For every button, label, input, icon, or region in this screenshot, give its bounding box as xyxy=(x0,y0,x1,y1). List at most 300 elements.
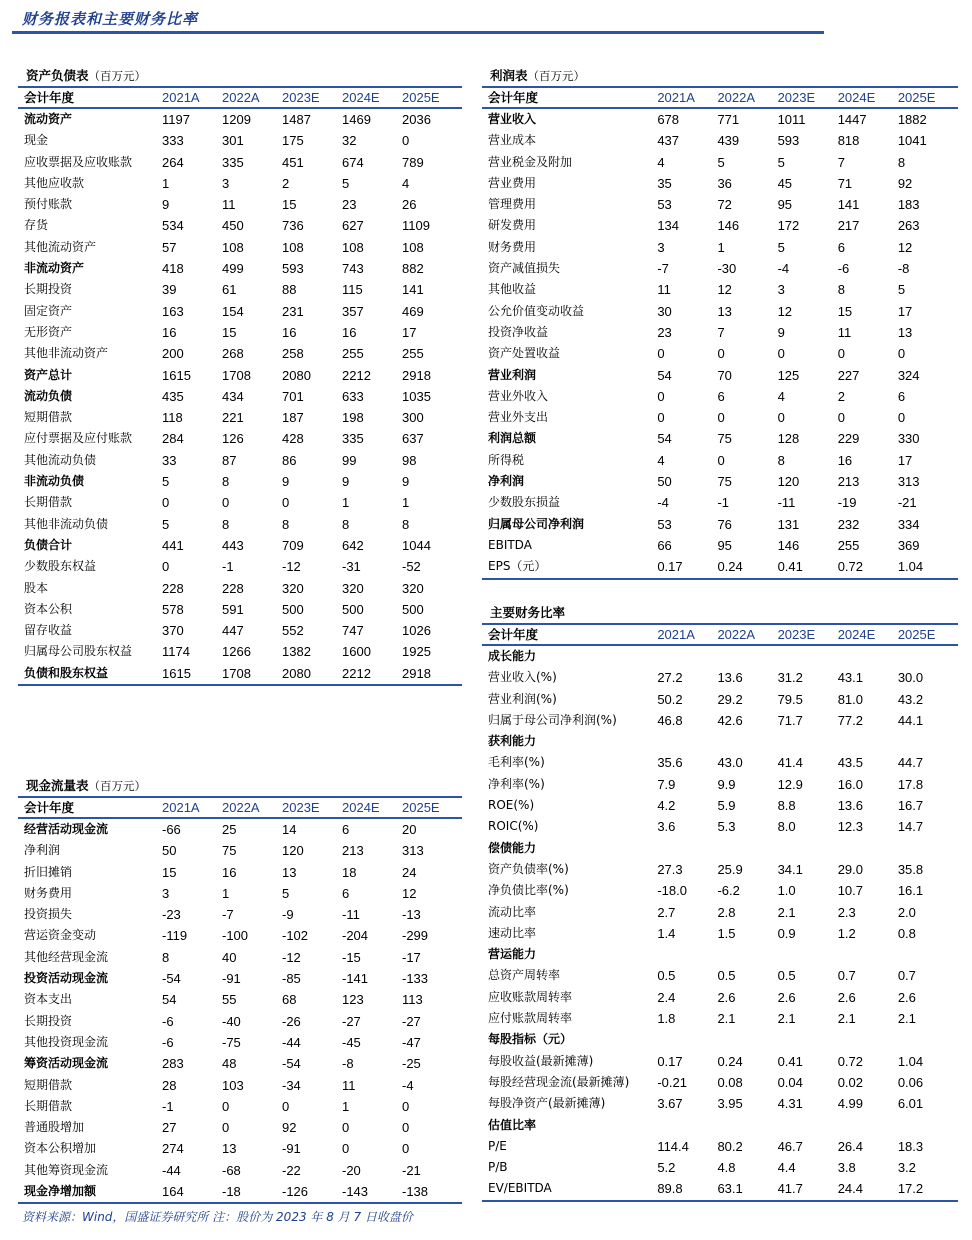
row-value: 36 xyxy=(717,175,732,191)
row-value: -6 xyxy=(162,1013,174,1029)
row-value: 1174 xyxy=(162,644,190,660)
row-label: 留存收益 xyxy=(24,623,73,638)
row-value: 134 xyxy=(657,218,680,234)
table-row xyxy=(482,752,958,773)
table-row xyxy=(482,1157,958,1178)
row-value: 14.7 xyxy=(897,819,924,835)
row-value: 3 xyxy=(777,282,785,298)
row-value: 86 xyxy=(282,452,297,468)
table-row xyxy=(18,279,462,300)
row-label: 预付账款 xyxy=(24,197,73,212)
row-value: 11 xyxy=(837,324,852,340)
table-row xyxy=(18,407,462,428)
row-value: 330 xyxy=(897,431,920,447)
row-label: 营业收入(%) xyxy=(488,670,557,685)
row-value: 0 xyxy=(777,346,785,362)
row-value: 0.04 xyxy=(777,1074,803,1090)
table-row xyxy=(18,947,462,968)
row-value: 45 xyxy=(777,175,793,191)
row-value: 0 xyxy=(402,133,410,149)
row-label: 股本 xyxy=(24,580,49,595)
row-value xyxy=(898,1115,958,1136)
row-value: 50 xyxy=(162,843,177,859)
header-label: 会计年度 xyxy=(18,87,162,108)
row-value: 578 xyxy=(162,601,184,617)
row-value: 1882 xyxy=(897,112,927,127)
row-value: 55 xyxy=(222,992,237,1008)
row-value: 437 xyxy=(657,133,680,149)
row-value xyxy=(657,645,717,667)
row-value: -6 xyxy=(837,261,850,277)
row-label: EV/EBITDA xyxy=(482,1178,657,1200)
row-value: 2.6 xyxy=(837,989,856,1005)
row-value: 469 xyxy=(402,303,424,319)
row-value xyxy=(657,1115,717,1136)
row-value: 16.7 xyxy=(897,798,924,814)
row-value: 120 xyxy=(282,843,304,859)
row-value: 198 xyxy=(342,410,364,426)
row-value: 20 xyxy=(402,822,417,837)
row-value: 43.0 xyxy=(717,755,743,771)
row-value: 30 xyxy=(657,303,672,319)
row-value: 118 xyxy=(162,410,183,426)
row-value: 7 xyxy=(837,154,845,170)
row-value: 747 xyxy=(342,623,364,639)
row-label: 营业利润 xyxy=(488,367,537,382)
row-value: 18.3 xyxy=(897,1138,924,1154)
row-value: 370 xyxy=(162,623,184,639)
table-row xyxy=(18,883,462,904)
row-value: 627 xyxy=(342,218,364,234)
row-label: 其他流动资产 xyxy=(24,239,97,254)
row-value: 25.9 xyxy=(717,861,743,877)
table-row xyxy=(482,194,958,215)
table-row xyxy=(482,130,958,151)
table-row xyxy=(18,904,462,925)
row-value xyxy=(898,645,958,667)
row-value: -6 xyxy=(162,1034,174,1050)
row-value: 228 xyxy=(222,580,244,596)
row-value: 12 xyxy=(897,239,913,255)
row-value: 95 xyxy=(777,197,793,213)
row-value: -4 xyxy=(777,261,790,277)
table-row xyxy=(18,1011,462,1032)
income-statement-table xyxy=(482,86,958,580)
row-value: 35 xyxy=(657,175,672,191)
table-row xyxy=(482,535,958,556)
table-row xyxy=(18,343,462,364)
ratios-title-text: 主要财务比率 xyxy=(490,605,566,620)
row-label: 净负债比率(%) xyxy=(488,883,569,898)
row-value: 71.7 xyxy=(777,712,803,728)
row-value: 0 xyxy=(402,1098,410,1114)
table-row xyxy=(18,386,462,407)
row-value: 1026 xyxy=(402,623,431,639)
row-value: 8 xyxy=(222,516,230,532)
source-note: 资料来源：Wind，国盛证券研究所 注：股价为 2023 年 8 月 7 日收盘价 xyxy=(22,1210,413,1224)
row-value: 1.5 xyxy=(717,925,736,941)
row-value: 0 xyxy=(402,1120,410,1136)
row-value: 313 xyxy=(402,843,424,859)
row-label: 成长能力 xyxy=(488,649,537,663)
row-value: 57 xyxy=(162,239,177,255)
row-value: 0.7 xyxy=(837,968,856,984)
row-value: 1 xyxy=(162,175,170,191)
row-label: ROIC(%) xyxy=(488,819,539,834)
row-value: 3 xyxy=(222,175,230,191)
row-label: 资产总计 xyxy=(24,367,73,382)
table-row xyxy=(482,1051,958,1072)
table-row xyxy=(482,514,958,535)
table-row xyxy=(18,514,462,535)
row-value: 48 xyxy=(222,1056,237,1072)
row-value: 39 xyxy=(162,282,177,298)
row-label: 营运资金变动 xyxy=(24,928,97,943)
row-label: 长期借款 xyxy=(24,1098,73,1113)
row-value xyxy=(717,1029,777,1050)
table-row xyxy=(482,1072,958,1093)
row-value: -22 xyxy=(282,1162,301,1178)
cash-flow-title-text: 现金流量表 xyxy=(26,778,89,793)
row-value xyxy=(717,1115,777,1136)
table-row xyxy=(482,859,958,880)
table-row xyxy=(18,173,462,194)
row-value: 23 xyxy=(657,324,672,340)
row-value: 335 xyxy=(222,154,244,170)
row-label: ROE(%) xyxy=(488,798,535,813)
table-row xyxy=(18,108,462,130)
row-value: -45 xyxy=(342,1034,361,1050)
row-label: 资本支出 xyxy=(24,992,73,1007)
row-value: 3.67 xyxy=(657,1096,683,1112)
row-value: 172 xyxy=(777,218,800,234)
row-value: 54 xyxy=(162,992,177,1008)
row-value: -4 xyxy=(402,1077,414,1093)
row-value: -52 xyxy=(402,559,421,575)
row-value: 46.8 xyxy=(657,712,683,728)
row-value: 5 xyxy=(162,516,170,532)
row-value: 5 xyxy=(777,154,785,170)
row-value: 534 xyxy=(162,218,184,234)
table-row xyxy=(18,989,462,1010)
row-value: 54 xyxy=(657,431,672,447)
row-value: 12.9 xyxy=(777,776,803,792)
row-value: 87 xyxy=(222,452,237,468)
row-value: -44 xyxy=(162,1162,181,1178)
row-value: 232 xyxy=(837,516,860,532)
row-value: 24.4 xyxy=(838,1178,898,1200)
row-value: 0 xyxy=(657,346,665,362)
row-value: 6 xyxy=(717,388,725,404)
table-row xyxy=(18,322,462,343)
row-value: -54 xyxy=(162,971,181,987)
row-value: 0 xyxy=(897,410,906,426)
table-row xyxy=(482,1115,958,1136)
row-value: -21 xyxy=(402,1162,421,1178)
row-value: 2918 xyxy=(402,367,431,383)
row-value: 6 xyxy=(837,239,845,255)
row-value: -100 xyxy=(222,928,249,944)
table-row xyxy=(18,840,462,861)
row-value: 2.7 xyxy=(657,904,676,920)
row-value: -91 xyxy=(222,971,241,987)
header-year: 2023E xyxy=(778,87,838,108)
table-row xyxy=(482,987,958,1008)
header-year: 2022A xyxy=(717,87,777,108)
row-value: 8 xyxy=(777,452,785,468)
row-value: 443 xyxy=(222,537,244,553)
row-value: 6 xyxy=(897,388,906,404)
row-value: -6.2 xyxy=(717,883,740,899)
row-value: -15 xyxy=(342,949,361,965)
row-value: 0.72 xyxy=(838,556,898,578)
row-value: 70 xyxy=(717,367,732,383)
row-value: -21 xyxy=(897,495,917,511)
row-label: 其他非流动资产 xyxy=(24,346,109,361)
row-label: 估值比率 xyxy=(488,1117,537,1132)
row-value: 4.8 xyxy=(717,1160,736,1176)
table-row xyxy=(482,556,958,578)
row-value: -20 xyxy=(342,1162,361,1178)
header-year: 2023E xyxy=(282,797,342,818)
row-value: 334 xyxy=(897,516,920,532)
row-value: 43.1 xyxy=(837,670,863,686)
row-value: 2.0 xyxy=(897,904,916,920)
row-value: 95 xyxy=(717,537,732,553)
row-value: 0.24 xyxy=(717,1053,743,1069)
row-value: 0 xyxy=(342,1120,350,1136)
header-year: 2025E xyxy=(898,87,958,108)
row-value: 108 xyxy=(402,239,424,255)
header-year: 2021A xyxy=(657,87,717,108)
table-row xyxy=(18,428,462,449)
row-value: 4 xyxy=(657,154,665,170)
row-value: 15 xyxy=(837,303,853,319)
row-value: 313 xyxy=(897,474,920,490)
row-value: 1.2 xyxy=(837,925,856,941)
row-value: 2.4 xyxy=(657,989,676,1005)
row-label: 净利润 xyxy=(488,474,525,489)
row-value: 0.5 xyxy=(717,968,736,984)
row-value: 113 xyxy=(402,992,423,1008)
row-value: 25 xyxy=(222,822,237,837)
row-value: 231 xyxy=(282,303,304,319)
row-value: 28 xyxy=(162,1077,177,1093)
row-value: 108 xyxy=(282,239,304,255)
page-title: 财务报表和主要财务比率 xyxy=(22,10,199,28)
row-value: 593 xyxy=(777,133,800,149)
row-value: 8 xyxy=(222,474,230,490)
row-value: 3.95 xyxy=(717,1096,743,1112)
row-value: 12 xyxy=(717,282,732,298)
row-value: 451 xyxy=(282,154,304,170)
row-value: 187 xyxy=(282,410,304,426)
table-row xyxy=(482,1178,958,1200)
row-value xyxy=(898,838,958,859)
row-value: 17.2 xyxy=(898,1178,958,1200)
row-value: 324 xyxy=(897,367,920,383)
row-value: 0 xyxy=(402,1141,410,1157)
table-row xyxy=(482,816,958,837)
table-row xyxy=(482,1093,958,1114)
row-value xyxy=(778,1115,838,1136)
row-value: 320 xyxy=(282,580,304,596)
row-label: 营业外支出 xyxy=(488,410,549,425)
row-value: 6 xyxy=(342,885,350,901)
row-value: 1469 xyxy=(342,112,371,127)
row-label: 营业成本 xyxy=(488,133,537,148)
row-value: 0 xyxy=(717,452,725,468)
row-value: 335 xyxy=(342,431,364,447)
table-row xyxy=(18,1181,462,1203)
row-value: 709 xyxy=(282,537,304,553)
row-label: 流动资产 xyxy=(24,112,73,126)
row-value: 255 xyxy=(837,537,860,553)
row-value: -13 xyxy=(402,907,421,923)
row-value: 0 xyxy=(222,1098,230,1114)
row-value: 53 xyxy=(657,516,672,532)
row-value: -17 xyxy=(402,949,421,965)
row-value: 0 xyxy=(657,388,665,404)
row-value: 2.6 xyxy=(897,989,916,1005)
row-value: 75 xyxy=(222,843,237,859)
row-value: 434 xyxy=(222,388,244,404)
row-value: -1 xyxy=(717,495,729,511)
row-value: 120 xyxy=(777,474,800,490)
row-value: 0 xyxy=(162,559,170,575)
table-row xyxy=(18,641,462,662)
row-value: 4.2 xyxy=(657,798,676,814)
row-value: 1041 xyxy=(897,133,927,149)
row-value: 126 xyxy=(222,431,244,447)
row-label: 利润总额 xyxy=(488,431,537,446)
row-value: 50.2 xyxy=(657,691,683,707)
row-value: 5 xyxy=(897,282,906,298)
table-row xyxy=(18,599,462,620)
table-row xyxy=(482,428,958,449)
header-year: 2021A xyxy=(657,624,717,645)
row-label: 长期借款 xyxy=(24,495,73,510)
row-label: 少数股东损益 xyxy=(488,495,561,510)
header-year: 2024E xyxy=(342,87,402,108)
row-label: 应付账款周转率 xyxy=(488,1011,573,1026)
row-value: 0.17 xyxy=(657,1053,683,1069)
row-value: 17 xyxy=(897,303,913,319)
row-value: 4 xyxy=(777,388,785,404)
row-value: 131 xyxy=(777,516,800,532)
row-value: 441 xyxy=(162,537,184,553)
row-value: 13 xyxy=(897,324,913,340)
table-row xyxy=(482,965,958,986)
row-value: 5 xyxy=(162,474,170,490)
row-value: 17 xyxy=(402,324,417,340)
row-value: 115 xyxy=(342,282,363,298)
row-value: 1.8 xyxy=(657,1011,676,1027)
row-label: 营业收入 xyxy=(488,112,537,126)
row-value: -143 xyxy=(342,1181,402,1203)
row-label: 流动负债 xyxy=(24,388,73,403)
row-value: 418 xyxy=(162,261,184,277)
table-row xyxy=(18,301,462,322)
row-value: 255 xyxy=(342,346,364,362)
row-label: 应收账款周转率 xyxy=(488,989,573,1004)
table-row xyxy=(18,535,462,556)
income-statement-title-text: 利润表 xyxy=(490,68,528,83)
row-value: 16.1 xyxy=(897,883,924,899)
row-value: -102 xyxy=(282,928,309,944)
table-row xyxy=(482,880,958,901)
row-value: 1 xyxy=(717,239,725,255)
row-value: 11 xyxy=(657,282,671,298)
row-value: 0 xyxy=(282,1098,290,1114)
row-value: -7 xyxy=(222,907,234,923)
row-value xyxy=(778,645,838,667)
row-value: 435 xyxy=(162,388,184,404)
row-value: 8 xyxy=(162,949,170,965)
row-value: 89.8 xyxy=(657,1178,717,1200)
table-row xyxy=(18,862,462,883)
header-year: 2024E xyxy=(342,797,402,818)
row-value: 175 xyxy=(282,133,304,149)
row-label: 资产减值损失 xyxy=(488,261,561,276)
row-value: 16 xyxy=(837,452,853,468)
row-value: 27 xyxy=(162,1120,177,1136)
row-value: -34 xyxy=(282,1077,301,1093)
row-value xyxy=(717,645,777,667)
row-value: 301 xyxy=(222,133,244,149)
row-value: 1209 xyxy=(222,112,251,127)
row-value xyxy=(838,838,898,859)
row-value: 1600 xyxy=(342,644,371,660)
row-value: -4 xyxy=(657,495,669,511)
header-label: 会计年度 xyxy=(18,797,162,818)
row-label: P/E xyxy=(488,1138,507,1153)
row-value xyxy=(657,731,717,752)
table-row xyxy=(18,237,462,258)
row-value: 68 xyxy=(282,992,297,1008)
row-value: 92 xyxy=(282,1120,297,1136)
row-value: -1 xyxy=(162,1098,174,1114)
row-label: 归属母公司股东权益 xyxy=(24,644,133,659)
row-label: 长期投资 xyxy=(24,282,73,297)
table-row xyxy=(482,710,958,731)
row-value: 357 xyxy=(342,303,364,319)
row-value: 29.2 xyxy=(717,691,743,707)
row-value: 217 xyxy=(837,218,860,234)
row-label: P/B xyxy=(488,1160,508,1175)
row-value: 1382 xyxy=(282,644,311,660)
row-value: 0.17 xyxy=(657,556,717,578)
row-label: 每股经营现金流(最新摊薄) xyxy=(488,1074,630,1089)
table-row xyxy=(482,322,958,343)
row-value: -299 xyxy=(402,928,429,944)
table-row xyxy=(18,1117,462,1138)
row-value: 1487 xyxy=(282,112,311,127)
row-value: -27 xyxy=(342,1013,361,1029)
balance-sheet-table xyxy=(18,86,462,686)
row-value: 2080 xyxy=(282,663,342,685)
row-value: 141 xyxy=(837,197,860,213)
row-value: 439 xyxy=(717,133,740,149)
row-value: 552 xyxy=(282,623,304,639)
row-value: 2080 xyxy=(282,367,311,383)
row-value: 6.01 xyxy=(897,1096,924,1112)
table-row xyxy=(482,365,958,386)
row-label: 营业利润(%) xyxy=(488,691,557,706)
row-value: 141 xyxy=(402,282,424,298)
row-value: 1615 xyxy=(162,663,222,685)
row-label: 非流动资产 xyxy=(24,261,85,276)
